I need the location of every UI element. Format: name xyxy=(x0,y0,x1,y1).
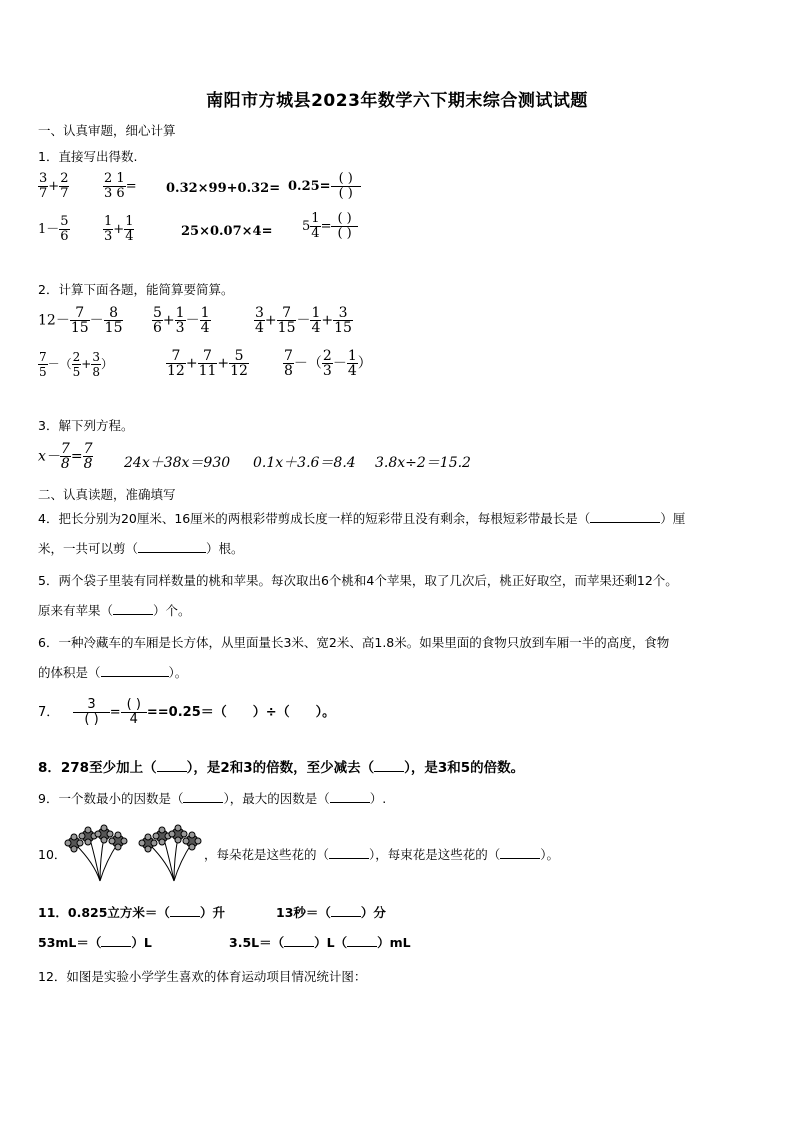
flower-bunch-left xyxy=(65,825,127,881)
q1-expr-2 xyxy=(103,172,137,201)
denominator: 4 xyxy=(200,320,210,336)
section-2-heading: 二、认真读题，准确填写 xyxy=(38,487,176,502)
operator: －（ xyxy=(47,357,72,371)
numerator: 3 xyxy=(255,305,264,321)
q7-line xyxy=(38,698,335,727)
denominator: 15 xyxy=(277,320,296,336)
denominator: 3 xyxy=(322,363,332,379)
page-title: 南阳市方城县2023年数学六下期末综合测试试题 xyxy=(206,91,588,111)
numerator: 7 xyxy=(284,348,293,364)
numerator: 5 xyxy=(60,214,69,229)
section-1-heading: 一、认真审题，细心计算 xyxy=(38,123,176,138)
numerator-blank: ( ) xyxy=(331,212,357,227)
numerator: 1 xyxy=(125,214,134,229)
answer-blank[interactable] xyxy=(170,904,200,917)
q1-expr-8 xyxy=(302,212,358,241)
answer-blank[interactable] xyxy=(374,759,404,772)
denominator: 8 xyxy=(284,363,293,379)
denominator: 4 xyxy=(255,320,264,336)
denominator: 4 xyxy=(347,363,357,379)
q9-text: 9．一个数最小的因数是（ xyxy=(38,791,184,806)
q5-text: 原来有苹果（ xyxy=(38,603,114,618)
q6-line-1: 6．一种冷藏车的车厢是长方体，从里面量长3米、宽2米、高1.8米。如果里面的食物只放到车厢一半的高度，食物 xyxy=(38,635,670,650)
q11-text: ）L xyxy=(131,935,152,950)
denominator: 8 xyxy=(83,456,93,472)
denominator: 15 xyxy=(70,320,89,336)
denominator: 4 xyxy=(129,712,138,727)
answer-blank[interactable] xyxy=(113,602,153,615)
q3-eq-2: 24x＋38x＝930 xyxy=(124,455,231,471)
operator: ） xyxy=(357,355,372,372)
q8-text: ），是3和5的倍数。 xyxy=(404,760,525,776)
numerator: 3 xyxy=(92,350,100,364)
q3-eq-3: 0.1x＋3.6＝8.4 xyxy=(253,455,356,471)
numerator: 2 xyxy=(322,348,332,364)
q11-text: ）分 xyxy=(360,905,386,920)
q11-line-1b xyxy=(276,904,386,922)
flowers-illustration xyxy=(62,823,204,883)
answer-blank[interactable] xyxy=(500,846,540,859)
numerator: 8 xyxy=(104,306,124,321)
q4-text: 4．把长分别为20厘米、16厘米的两根彩带剪成长度一样的短彩带且没有剩余，每根短彩带最长是（ xyxy=(38,511,591,526)
q11-text: ）L（ xyxy=(314,935,348,950)
numerator: 7 xyxy=(70,306,90,321)
whole: 5 xyxy=(302,219,311,234)
numerator: 1 xyxy=(311,305,321,321)
q8-text: 8．278至少加上（ xyxy=(38,760,157,776)
q4-line-2 xyxy=(38,540,244,558)
equals: = xyxy=(70,448,83,465)
denominator: 15 xyxy=(334,320,352,336)
numerator: 1 xyxy=(175,305,185,321)
operator: + xyxy=(162,312,175,329)
q5-line-1: 5．两个袋子里装有同样数量的桃和苹果。每次取出6个桃和4个苹果，取了几次后，桃正好取空，而苹果还剩12个。 xyxy=(38,573,678,588)
q6-line-2 xyxy=(38,664,187,682)
denominator: 4 xyxy=(311,226,320,241)
denominator: 7 xyxy=(39,186,48,201)
answer-blank[interactable] xyxy=(101,664,169,677)
q12-line: 12．如图是实验小学学生喜欢的体育运动项目情况统计图： xyxy=(38,969,367,984)
q4-text: ）厘 xyxy=(660,511,686,526)
q1-expr-4 xyxy=(288,172,361,201)
denominator: 3 xyxy=(104,186,113,201)
denominator: 5 xyxy=(39,365,47,379)
denominator-blank: ( ) xyxy=(338,186,353,201)
q5-text: ）个。 xyxy=(153,603,191,618)
q2-expr-2 xyxy=(152,306,211,335)
q9-text: ）. xyxy=(369,791,387,806)
numerator: 1 xyxy=(104,214,113,229)
denominator: 6 xyxy=(153,320,162,336)
operator: + xyxy=(217,355,230,372)
q11-text: 13秒＝（ xyxy=(276,905,331,920)
answer-blank[interactable] xyxy=(101,934,131,947)
q2-expr-5 xyxy=(166,349,249,378)
denominator: 5 xyxy=(72,365,81,379)
q7-text: ==0.25＝（ ）÷（ ）。 xyxy=(146,705,336,720)
q10-line xyxy=(204,846,559,864)
answer-blank[interactable] xyxy=(331,904,361,917)
answer-blank[interactable] xyxy=(330,790,370,803)
numerator: 7 xyxy=(198,349,218,364)
q11-text: 53mL＝（ xyxy=(38,935,102,950)
operator: + xyxy=(113,222,125,237)
q1-expr-3: 0.32×99+0.32= xyxy=(166,181,281,196)
q4-text: 米，一共可以剪（ xyxy=(38,541,139,556)
q1-expr-1 xyxy=(38,172,69,201)
q11-text: 11．0.825立方米＝（ xyxy=(38,905,170,920)
prefix: 1－ xyxy=(38,222,60,237)
denominator: 4 xyxy=(311,320,321,336)
numerator: 1 xyxy=(200,305,210,321)
q10-number: 10． xyxy=(38,847,67,862)
denominator: 6 xyxy=(60,229,69,244)
q9-text: ），最大的因数是（ xyxy=(223,791,330,806)
denominator-blank: ( ) xyxy=(84,712,99,727)
numerator: 1 xyxy=(347,348,357,364)
numerator: 2 xyxy=(60,171,69,186)
numerator: 7 xyxy=(39,350,47,364)
q11-text: 3.5L＝（ xyxy=(229,935,285,950)
numerator: 5 xyxy=(229,349,249,364)
numerator: 5 xyxy=(153,305,162,321)
numerator: 7 xyxy=(277,306,297,321)
numerator: 3 xyxy=(39,171,48,186)
answer-blank[interactable] xyxy=(329,846,369,859)
q3-heading: 3．解下列方程。 xyxy=(38,418,134,433)
q11-line-2b xyxy=(229,934,411,952)
q11-text: ）mL xyxy=(377,935,411,950)
q6-text: ）。 xyxy=(168,665,188,680)
operator: + xyxy=(264,312,277,329)
denominator: 8 xyxy=(60,456,70,472)
answer-blank[interactable] xyxy=(157,759,187,772)
denominator: 3 xyxy=(175,320,185,336)
q2-expr-1 xyxy=(38,306,123,335)
denominator: 6 xyxy=(116,186,125,201)
numerator: 7 xyxy=(60,441,70,457)
flower-bunch-right xyxy=(139,825,201,881)
operator: + xyxy=(81,357,92,371)
q3-eq-4: 3.8x÷2＝15.2 xyxy=(375,455,471,471)
q10-text: ，每朵花是这些花的（ xyxy=(204,847,330,862)
numerator-blank: ( ) xyxy=(121,698,147,713)
operator: － xyxy=(332,355,347,372)
denominator: 12 xyxy=(230,363,248,379)
equals: = xyxy=(125,179,137,194)
numerator: 2 xyxy=(72,350,81,364)
numerator: 3 xyxy=(333,306,353,321)
q2-expr-3 xyxy=(254,306,353,335)
q11-text: ）升 xyxy=(199,905,225,920)
q1-heading: 1．直接写出得数. xyxy=(38,149,138,164)
q1-expr-6 xyxy=(103,215,134,244)
q9-line xyxy=(38,790,386,808)
q10-text: ）。 xyxy=(540,847,560,862)
prefix: 12－ xyxy=(38,312,70,329)
answer-blank[interactable] xyxy=(347,934,377,947)
prefix: x－ xyxy=(38,448,60,465)
q8-text: ），是2和3的倍数，至少减去（ xyxy=(186,760,375,776)
q2-expr-4 xyxy=(38,350,113,379)
operator: －（ xyxy=(293,355,322,372)
answer-blank[interactable] xyxy=(590,510,660,523)
denominator: 15 xyxy=(104,320,123,336)
q11-line-2 xyxy=(38,934,152,952)
equals: = xyxy=(320,219,332,234)
q2-heading: 2．计算下面各题，能简算要简算。 xyxy=(38,282,234,297)
denominator: 11 xyxy=(198,363,217,379)
q4-line-1 xyxy=(38,510,685,528)
numerator: 7 xyxy=(166,349,186,364)
answer-blank[interactable] xyxy=(138,540,206,553)
q10-text: ），每束花是这些花的（ xyxy=(369,847,501,862)
answer-blank[interactable] xyxy=(183,790,223,803)
operator: － xyxy=(296,312,311,329)
numerator-blank: ( ) xyxy=(331,172,361,187)
q3-eq-1 xyxy=(38,442,93,471)
operator: ） xyxy=(101,357,114,371)
q6-text: 的体积是（ xyxy=(38,665,101,680)
numerator: 7 xyxy=(83,441,93,457)
denominator: 3 xyxy=(104,229,113,244)
numerator: 2 xyxy=(104,171,113,186)
denominator: 4 xyxy=(125,229,134,244)
operator: + xyxy=(185,355,198,372)
numerator: 1 xyxy=(116,171,125,186)
operator: + xyxy=(48,179,60,194)
q2-expr-6 xyxy=(283,349,372,378)
operator: + xyxy=(321,312,334,329)
q4-text: ）根。 xyxy=(206,541,244,556)
q7-number: 7． xyxy=(38,705,60,720)
q1-expr-7: 25×0.07×4= xyxy=(181,224,273,239)
q5-line-2 xyxy=(38,602,191,620)
denominator: 7 xyxy=(60,186,69,201)
answer-blank[interactable] xyxy=(284,934,314,947)
operator: － xyxy=(185,312,200,329)
equals: = xyxy=(109,705,121,720)
operator: － xyxy=(89,312,104,329)
denominator: 12 xyxy=(167,363,185,379)
q8-line xyxy=(38,759,524,777)
numerator: 3 xyxy=(73,698,109,713)
prefix: 0.25= xyxy=(288,179,331,194)
denominator-blank: ( ) xyxy=(337,226,352,241)
denominator: 8 xyxy=(92,365,100,379)
numerator: 1 xyxy=(311,211,320,226)
q1-expr-5 xyxy=(38,215,70,244)
q11-line-1 xyxy=(38,904,225,922)
